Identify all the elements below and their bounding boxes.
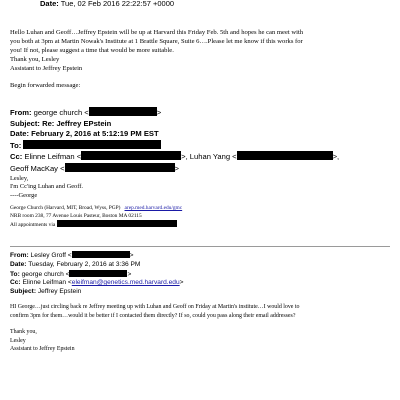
signature-link[interactable]: arep.med.harvard.edu/gmc	[124, 205, 183, 211]
signature-line-3	[10, 220, 182, 230]
fwd1-body-line: ----George	[10, 191, 38, 199]
fwd1-from-row	[10, 107, 339, 119]
redaction-bar	[23, 140, 161, 149]
fwd1-date-value: February 2, 2016 at 5:12:19 PM EST	[31, 129, 159, 138]
fwd2-to-row	[10, 270, 184, 280]
fwd2-to-label: To:	[10, 270, 20, 278]
fwd2-subject-row	[10, 288, 184, 297]
fwd2-to-end: >	[127, 270, 132, 278]
forwarded-body-1	[10, 175, 83, 200]
redaction-bar	[57, 220, 177, 227]
forwarded-header-1	[10, 107, 339, 174]
fwd1-to-row	[10, 140, 339, 152]
header-date-label: Date:	[40, 0, 59, 8]
fwd2-cc-value: Elinne Leifman <	[22, 279, 72, 287]
fwd2-subject-value: Jeffrey Epstein	[37, 288, 82, 296]
fwd1-from-end: >	[156, 108, 162, 117]
signature-appointments: All appointments via	[10, 222, 56, 229]
fwd2-cc-row	[10, 279, 184, 288]
fwd1-subject-row	[10, 119, 339, 130]
forwarded-label: Begin forwarded message:	[10, 82, 81, 89]
fwd2-date-row	[10, 261, 184, 270]
fwd2-body-line: Assistant to Jeffrey Epstein	[10, 346, 75, 353]
fwd1-subject-value: Re: Jeffrey EPstein	[42, 118, 112, 128]
fwd2-from-end: >	[129, 252, 134, 259]
header-date	[40, 0, 174, 8]
fwd1-date-label: Date:	[10, 129, 29, 138]
redaction-bar	[69, 270, 127, 277]
fwd2-cc-label: Cc:	[10, 279, 21, 287]
forwarded-header-2	[10, 251, 184, 297]
signature-name: George Church (Harvard, MIT, Broad, Wyss, PGP)	[10, 205, 121, 211]
fwd2-subject-label: Subject:	[10, 288, 37, 296]
fwd2-body-line: HI George…just circling back re Jeffrey meeting up with Luhan and Geoff on Friday at Martin's institute…I would love to	[10, 304, 300, 310]
redaction-bar	[72, 251, 130, 258]
fwd1-cc-line2: Geoff MacKay <	[10, 163, 65, 173]
fwd1-cc-row	[10, 151, 339, 163]
fwd2-body-line: Lesley	[10, 337, 26, 344]
forwarded-body-2-closing	[10, 328, 75, 354]
fwd2-to-value: george church <	[21, 270, 70, 278]
body-line: you! If not, please suggest a time that would be more suitable.	[10, 47, 174, 54]
fwd1-cc-mid: >, Luhan Yang <	[181, 152, 237, 161]
redaction-bar	[81, 151, 181, 160]
body-line: Thank you, Lesley	[10, 56, 60, 63]
fwd2-date-value: Tuesday, February 2, 2016 at 3:36 PM	[28, 260, 141, 268]
signature-line-2: NRB room 238, 77 Avenue Louis Pasteur, Boston MA 02115	[10, 212, 142, 219]
fwd1-body-line: Lesley,	[10, 175, 29, 182]
fwd1-cc-end: >,	[332, 152, 340, 161]
fwd2-from-value: Lesley Groff <	[30, 252, 72, 259]
fwd2-date-label: Date:	[10, 260, 27, 268]
fwd2-from-row	[10, 251, 184, 261]
fwd1-from-value: george church <	[33, 108, 89, 117]
fwd1-subject-label: Subject:	[10, 118, 40, 128]
redaction-bar	[65, 163, 175, 172]
body-line: Hello Luhan and Geoff…Jeffrey Epstein will be up at Harvard this Friday Feb. 5th and hopes he can meet with	[10, 29, 304, 36]
fwd1-cc-value: Elinne Leifman <	[24, 152, 82, 161]
email-body	[10, 28, 303, 73]
message-divider	[10, 246, 390, 247]
fwd1-to-label: To:	[10, 140, 22, 150]
header-date-value: Tue, 02 Feb 2016 22:22:57 +0000	[60, 0, 175, 8]
fwd2-body-line: confirm 3pm for them…would it be better if I contacted them directly? If so, could you pass along their email addresses?	[10, 312, 296, 319]
body-line: Assistant to Jeffrey Epstein	[10, 65, 83, 72]
signature-line-1	[10, 205, 182, 213]
fwd2-cc-email-link[interactable]: eleifman@genetics.med.harvard.edu	[71, 279, 180, 287]
fwd2-body-line: Thank you,	[10, 329, 37, 335]
signature	[10, 205, 182, 230]
fwd2-cc-end: >	[179, 279, 184, 287]
fwd1-from-label: From:	[10, 108, 32, 117]
fwd1-cc-line2-end: >	[174, 163, 179, 173]
forwarded-body-2	[10, 303, 299, 320]
fwd1-cc-row-2	[10, 163, 339, 175]
fwd2-from-label: From:	[10, 252, 29, 259]
fwd1-cc-label: Cc:	[10, 152, 23, 161]
fwd1-date-row	[10, 129, 339, 140]
redaction-bar	[237, 151, 333, 160]
fwd1-body-line: I'm Cc'ing Luhan and Geoff.	[10, 183, 83, 191]
body-line: you both at 3pm at Martin Nowak's Institute at 1 Brattle Square, Suite 6….Please let me know if this works for	[10, 38, 303, 45]
redaction-bar	[89, 107, 157, 116]
